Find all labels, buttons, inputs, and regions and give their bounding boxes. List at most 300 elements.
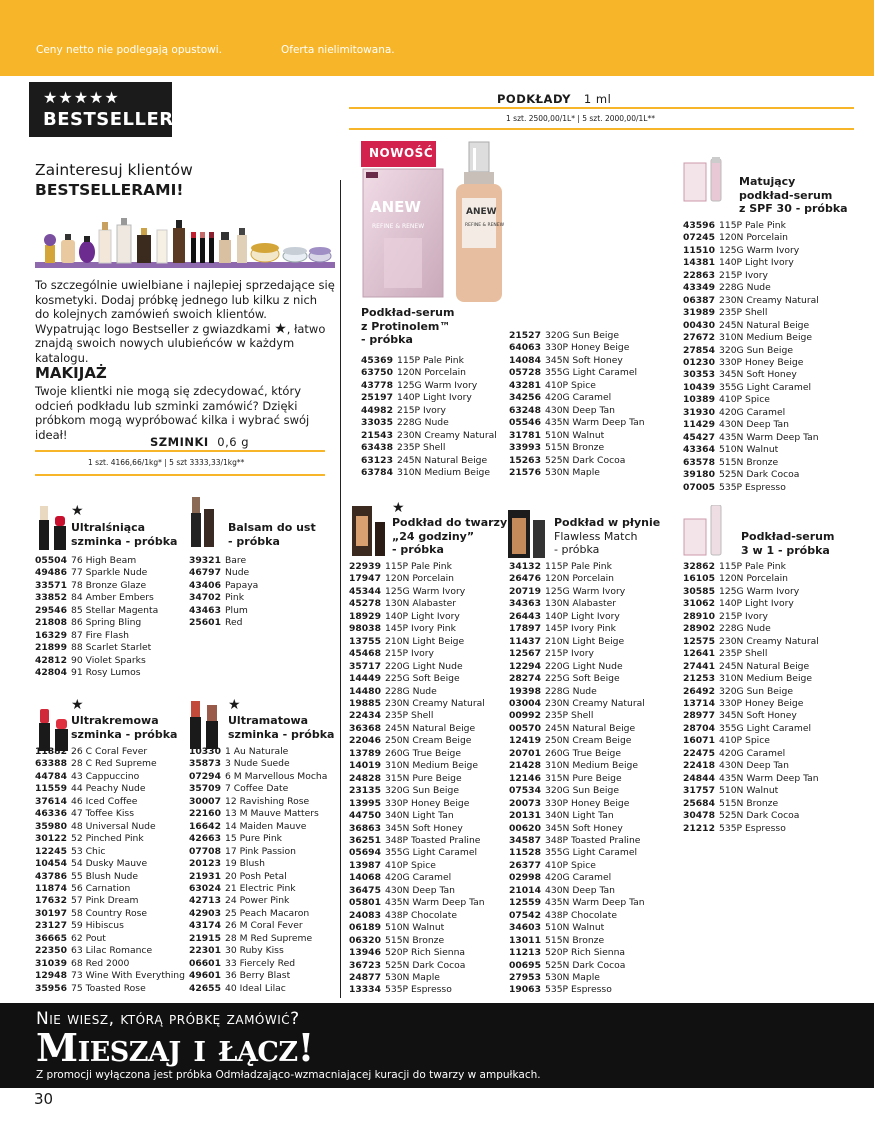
product-code: 12641 bbox=[683, 648, 715, 660]
product-code: 43786 bbox=[35, 870, 67, 882]
product-code: 35709 bbox=[189, 783, 221, 795]
product-code: 44982 bbox=[361, 404, 393, 416]
product-row bbox=[509, 442, 645, 454]
net-price-note: Ceny netto nie podlegają opustowi. bbox=[36, 44, 222, 56]
product-row bbox=[683, 698, 819, 710]
product-code: 44784 bbox=[35, 770, 67, 782]
product-code: 42812 bbox=[35, 654, 67, 666]
product-shade: 215P Ivory bbox=[397, 404, 446, 416]
product-code: 21899 bbox=[35, 642, 67, 654]
product-row bbox=[509, 586, 645, 598]
ultrakremowa-star-icon: ★ bbox=[71, 697, 84, 713]
product-shade: 47 Toffee Kiss bbox=[71, 808, 134, 820]
product-row bbox=[189, 796, 327, 808]
product-code: 14084 bbox=[509, 354, 541, 366]
product-code: 14068 bbox=[349, 872, 381, 884]
product-shade: 84 Amber Embers bbox=[71, 592, 154, 604]
product-code: 34363 bbox=[509, 598, 541, 610]
product-code: 13946 bbox=[349, 947, 381, 959]
product-row bbox=[509, 405, 645, 417]
ultralsniaca-title: Ultralśniąca szminka - próbka bbox=[71, 521, 178, 548]
product-row bbox=[683, 598, 819, 610]
product-row bbox=[509, 922, 645, 934]
product-row bbox=[189, 871, 327, 883]
product-shade: 330P Honey Beige bbox=[719, 356, 804, 368]
product-shade: 88 Scarlet Starlet bbox=[71, 642, 152, 654]
product-row bbox=[683, 773, 819, 785]
product-row bbox=[683, 407, 819, 419]
product-code: 33035 bbox=[361, 417, 393, 429]
product-code: 43778 bbox=[361, 379, 393, 391]
product-row bbox=[349, 735, 485, 747]
product-code: 05546 bbox=[509, 417, 541, 429]
product-code: 13011 bbox=[509, 934, 541, 946]
product-row bbox=[509, 467, 645, 479]
product-row bbox=[683, 611, 819, 623]
bestseller-badge bbox=[29, 82, 172, 137]
product-shade: 19 Blush bbox=[225, 858, 265, 870]
product-shade: 348P Toasted Praline bbox=[545, 834, 641, 846]
product-code: 21253 bbox=[683, 673, 715, 685]
product-shade: 125G Warm Ivory bbox=[545, 585, 626, 597]
product-row bbox=[683, 382, 819, 394]
product-shade: 220G Light Nude bbox=[545, 660, 623, 672]
lipstick-price: 1 szt. 4166,66/1kg* | 5 szt 3333,33/1kg** bbox=[88, 458, 245, 467]
product-shade: 510N Walnut bbox=[545, 429, 605, 441]
product-code: 46336 bbox=[35, 808, 67, 820]
product-code: 42903 bbox=[189, 907, 221, 919]
product-shade: 245N Natural Beige bbox=[719, 660, 810, 672]
product-code: 16642 bbox=[189, 820, 221, 832]
product-code: 12245 bbox=[35, 845, 67, 857]
product-row bbox=[35, 642, 158, 654]
product-row bbox=[683, 282, 819, 294]
product-row bbox=[349, 573, 485, 585]
product-code: 22160 bbox=[189, 808, 221, 820]
product-row bbox=[683, 432, 819, 444]
banner-question: Nie wiesz, którą próbkę zamówić? bbox=[36, 1009, 300, 1029]
foundation-section-title: PODKŁADY 1 ml bbox=[497, 92, 612, 106]
product-shade: 250N Cream Beige bbox=[545, 735, 632, 747]
product-row bbox=[349, 947, 485, 959]
product-code: 11213 bbox=[509, 947, 541, 959]
product-code: 39180 bbox=[683, 469, 715, 481]
product-code: 11559 bbox=[35, 783, 67, 795]
intro-paragraph: To szczególnie uwielbiane i najlepiej sprzedające się kosmetyki. Dodaj próbkę jednego lub kilku z nich do kolejnych zamówień swoich klientów. Wypatrując logo Bestseller z gwiazdkami ★, łatwo znajdą swoich nowych ulubieńców w każdym katalogu. bbox=[35, 278, 335, 365]
product-shade: 410P Spice bbox=[545, 859, 596, 871]
product-row bbox=[349, 885, 485, 897]
product-shade: 535P Espresso bbox=[719, 481, 786, 493]
product-shade: 430N Deep Tan bbox=[385, 884, 456, 896]
product-code: 45427 bbox=[683, 431, 715, 443]
product-code: 10454 bbox=[35, 858, 67, 870]
product-code: 21931 bbox=[189, 870, 221, 882]
product-shade: 320G Sun Beige bbox=[385, 785, 459, 797]
product-code: 17897 bbox=[509, 623, 541, 635]
product-code: 42655 bbox=[189, 982, 221, 994]
product-shade: Red bbox=[225, 617, 243, 629]
product-row bbox=[683, 823, 819, 835]
product-row bbox=[35, 567, 158, 579]
product-code: 01230 bbox=[683, 356, 715, 368]
product-shade: 235P Shell bbox=[719, 307, 768, 319]
product-shade: 510N Walnut bbox=[385, 922, 445, 934]
product-shade: 235P Shell bbox=[397, 442, 446, 454]
product-code: 14480 bbox=[349, 685, 381, 697]
product-shade: 53 Chic bbox=[71, 845, 106, 857]
product-code: 13714 bbox=[683, 697, 715, 709]
product-row bbox=[35, 920, 185, 932]
product-shade: 120N Porcelain bbox=[719, 573, 788, 585]
product-row bbox=[361, 355, 497, 367]
product-shade: 230N Creamy Natural bbox=[397, 429, 497, 441]
product-shade: 58 Country Rose bbox=[71, 907, 148, 919]
product-row bbox=[683, 320, 819, 332]
product-row bbox=[349, 710, 485, 722]
product-row bbox=[361, 405, 497, 417]
product-row bbox=[35, 983, 185, 995]
product-shade: 525N Dark Cocoa bbox=[719, 469, 800, 481]
product-code: 26377 bbox=[509, 859, 541, 871]
product-row bbox=[683, 748, 819, 760]
product-shade: 435N Warm Deep Tan bbox=[719, 431, 819, 443]
product-shade: 430N Deep Tan bbox=[719, 419, 790, 431]
product-shade: 345N Soft Honey bbox=[719, 369, 797, 381]
product-row bbox=[683, 332, 819, 344]
product-shade: 28 M Red Supreme bbox=[225, 932, 313, 944]
product-row bbox=[509, 860, 645, 872]
product-shade: 215P Ivory bbox=[719, 269, 768, 281]
product-shade: Bare bbox=[225, 555, 247, 566]
product-row bbox=[35, 933, 185, 945]
product-row bbox=[683, 561, 819, 573]
product-code: 11437 bbox=[509, 635, 541, 647]
product-row bbox=[35, 958, 185, 970]
product-shade: 210N Light Beige bbox=[545, 635, 625, 647]
product-code: 36368 bbox=[349, 722, 381, 734]
flawless-title: Podkład w płynie Flawless Match - próbka bbox=[554, 516, 661, 556]
product-row bbox=[35, 945, 185, 957]
product-row bbox=[349, 773, 485, 785]
product-row bbox=[683, 673, 819, 685]
product-code: 13987 bbox=[349, 859, 381, 871]
product-row bbox=[349, 922, 485, 934]
product-row bbox=[349, 897, 485, 909]
product-row bbox=[349, 872, 485, 884]
product-code: 36863 bbox=[349, 822, 381, 834]
product-row bbox=[35, 858, 185, 870]
product-row bbox=[509, 598, 645, 610]
product-shade: 17 Pink Passion bbox=[225, 845, 296, 857]
product-row bbox=[35, 883, 185, 895]
product-shade: 140P Light Ivory bbox=[397, 392, 472, 404]
product-shade: 7 Coffee Date bbox=[225, 783, 289, 795]
product-shade: 310N Medium Beige bbox=[719, 673, 812, 685]
product-shade: 320G Sun Beige bbox=[545, 330, 619, 341]
product-code: 63750 bbox=[361, 367, 393, 379]
product-code: 16105 bbox=[683, 573, 715, 585]
product-code: 06387 bbox=[683, 294, 715, 306]
product-code: 30353 bbox=[683, 369, 715, 381]
product-code: 28274 bbox=[509, 673, 541, 685]
product-code: 23135 bbox=[349, 785, 381, 797]
product-row bbox=[189, 920, 327, 932]
product-shade: Plum bbox=[225, 604, 248, 616]
product-code: 32862 bbox=[683, 561, 715, 572]
product-code: 42804 bbox=[35, 667, 67, 679]
product-shade: 535P Espresso bbox=[545, 984, 612, 996]
product-row bbox=[189, 983, 327, 995]
banner-headline: Mieszaj i łącz! bbox=[36, 1025, 314, 1070]
sachet-sub-text: REFINE & RENEW bbox=[372, 223, 425, 230]
product-code: 31039 bbox=[35, 957, 67, 969]
product-shade: 420G Caramel bbox=[545, 392, 612, 404]
product-code: 34256 bbox=[509, 392, 541, 404]
product-row bbox=[361, 367, 497, 379]
ultramatowa-title: Ultramatowa szminka - próbka bbox=[228, 714, 335, 741]
product-shade: 430N Deep Tan bbox=[545, 884, 616, 896]
product-code: 21212 bbox=[683, 822, 715, 834]
product-code: 26476 bbox=[509, 573, 541, 585]
product-row bbox=[349, 673, 485, 685]
product-shade: 130N Alabaster bbox=[385, 598, 457, 610]
product-shade: 15 Pure Pink bbox=[225, 833, 282, 845]
product-code: 34603 bbox=[509, 922, 541, 934]
product-shade: 320G Sun Beige bbox=[545, 785, 619, 797]
product-row bbox=[509, 798, 645, 810]
product-shade: 43 Cappuccino bbox=[71, 770, 140, 782]
product-shade: 245N Natural Beige bbox=[397, 454, 488, 466]
product-code: 18929 bbox=[349, 610, 381, 622]
product-row bbox=[509, 392, 645, 404]
product-row bbox=[35, 846, 185, 858]
product-code: 15263 bbox=[509, 454, 541, 466]
top-bar bbox=[0, 0, 874, 76]
product-code: 10439 bbox=[683, 381, 715, 393]
product-code: 11429 bbox=[683, 419, 715, 431]
product-row bbox=[509, 984, 645, 996]
product-row bbox=[509, 823, 645, 835]
product-row bbox=[349, 636, 485, 648]
product-code: 25197 bbox=[361, 392, 393, 404]
product-code: 34587 bbox=[509, 834, 541, 846]
product-shade: 410P Spice bbox=[545, 379, 596, 391]
product-row bbox=[189, 895, 327, 907]
product-row bbox=[189, 821, 327, 833]
product-row bbox=[683, 232, 819, 244]
product-row bbox=[509, 686, 645, 698]
product-code: 43463 bbox=[189, 604, 221, 616]
product-shade: Pink bbox=[225, 592, 245, 604]
product-row bbox=[349, 798, 485, 810]
product-row bbox=[509, 417, 645, 429]
product-code: 05801 bbox=[349, 897, 381, 909]
product-code: 11510 bbox=[683, 244, 715, 256]
ultralsniaca-lipstick-image bbox=[37, 492, 69, 552]
unlimited-offer-note: Oferta nielimitowana. bbox=[281, 44, 395, 56]
product-code: 45344 bbox=[349, 585, 381, 597]
product-shade: 320G Sun Beige bbox=[719, 344, 793, 356]
product-code: 13995 bbox=[349, 797, 381, 809]
product-row bbox=[35, 833, 185, 845]
product-row bbox=[361, 467, 497, 479]
product-shade: 330P Honey Beige bbox=[545, 342, 630, 354]
product-row bbox=[349, 823, 485, 835]
product-row bbox=[683, 419, 819, 431]
product-shade: 73 Wine With Everything bbox=[71, 970, 185, 982]
product-row bbox=[683, 735, 819, 747]
product-row bbox=[683, 785, 819, 797]
product-shade: 315N Pure Beige bbox=[385, 772, 462, 784]
product-row bbox=[35, 667, 158, 679]
product-shade: 515N Bronze bbox=[545, 442, 605, 454]
product-code: 30585 bbox=[683, 585, 715, 597]
product-row bbox=[35, 808, 185, 820]
foundation-divider bbox=[349, 107, 854, 109]
product-row bbox=[509, 760, 645, 772]
product-shade: 59 Hibiscus bbox=[71, 920, 124, 932]
product-shade: 315N Pure Beige bbox=[545, 772, 622, 784]
product-shade: 228G Nude bbox=[545, 685, 597, 697]
product-shade: 435N Warm Deep Tan bbox=[545, 897, 645, 909]
product-shade: 62 Pout bbox=[71, 932, 106, 944]
product-code: 64063 bbox=[509, 342, 541, 354]
product-shade: 36 Berry Blast bbox=[225, 970, 291, 982]
product-row bbox=[683, 760, 819, 772]
product-shade: 345N Soft Honey bbox=[719, 710, 797, 722]
product-code: 12948 bbox=[35, 970, 67, 982]
product-shade: 91 Rosy Lumos bbox=[71, 667, 141, 679]
product-shade: 220G Light Nude bbox=[385, 660, 463, 672]
product-code: 13789 bbox=[349, 747, 381, 759]
product-row bbox=[509, 355, 645, 367]
product-shade: 420G Caramel bbox=[385, 872, 452, 884]
foundation-divider-2 bbox=[349, 128, 854, 130]
product-shade: 125G Warm Ivory bbox=[719, 585, 800, 597]
product-code: 34702 bbox=[189, 592, 221, 604]
product-row bbox=[35, 758, 185, 770]
product-code: 22301 bbox=[189, 945, 221, 957]
product-shade: 245N Natural Beige bbox=[545, 722, 636, 734]
lipstick-divider bbox=[35, 450, 325, 452]
ultrakremowa-lipstick-image bbox=[37, 693, 71, 753]
product-code: 26492 bbox=[683, 685, 715, 697]
product-row bbox=[509, 835, 645, 847]
product-row bbox=[509, 710, 645, 722]
product-code: 22939 bbox=[349, 561, 381, 572]
product-shade: 310N Medium Beige bbox=[545, 760, 638, 772]
product-row bbox=[509, 611, 645, 623]
product-shade: 26 M Coral Fever bbox=[225, 920, 303, 932]
product-code: 10389 bbox=[683, 394, 715, 406]
product-shade: 310N Medium Beige bbox=[397, 467, 490, 479]
product-code: 00695 bbox=[509, 959, 541, 971]
product-row bbox=[349, 648, 485, 660]
product-code: 36475 bbox=[349, 884, 381, 896]
product-code: 24828 bbox=[349, 772, 381, 784]
product-code: 20073 bbox=[509, 797, 541, 809]
product-shade: 235P Shell bbox=[719, 648, 768, 660]
product-code: 24844 bbox=[683, 772, 715, 784]
product-shade: 115P Pale Pink bbox=[397, 355, 464, 366]
product-code: 22475 bbox=[683, 747, 715, 759]
product-shade: 515N Bronze bbox=[719, 456, 779, 468]
product-row bbox=[683, 357, 819, 369]
serum3w1-title: Podkład-serum 3 w 1 - próbka bbox=[741, 530, 835, 557]
product-code: 12575 bbox=[683, 635, 715, 647]
product-row bbox=[683, 369, 819, 381]
bestseller-label: BESTSELLER bbox=[43, 109, 174, 130]
product-code: 31757 bbox=[683, 785, 715, 797]
product-code: 63578 bbox=[683, 456, 715, 468]
product-shade: 46 Iced Coffee bbox=[71, 795, 138, 807]
product-shade: 228G Nude bbox=[385, 685, 437, 697]
product-shade: 115P Pale Pink bbox=[719, 220, 786, 231]
product-shade: 120N Porcelain bbox=[397, 367, 466, 379]
product-code: 00570 bbox=[509, 722, 541, 734]
product-shade: 355G Light Caramel bbox=[545, 367, 638, 379]
product-row bbox=[349, 611, 485, 623]
product-code: 20719 bbox=[509, 585, 541, 597]
product-code: 12567 bbox=[509, 648, 541, 660]
product-row bbox=[683, 573, 819, 585]
product-shade: 530N Maple bbox=[385, 971, 440, 983]
product-code: 30478 bbox=[683, 810, 715, 822]
product-shade: 235P Shell bbox=[545, 710, 594, 722]
balsam-list bbox=[189, 555, 258, 630]
product-shade: 52 Pinched Pink bbox=[71, 833, 144, 845]
bottle-brand-text: ANEW bbox=[466, 207, 497, 217]
product-shade: 3 Nude Suede bbox=[225, 758, 290, 770]
product-row bbox=[189, 846, 327, 858]
product-row bbox=[189, 783, 327, 795]
product-code: 10330 bbox=[189, 746, 221, 757]
flawless-image bbox=[507, 506, 547, 560]
product-shade: 430N Deep Tan bbox=[719, 760, 790, 772]
product-shade: 535P Espresso bbox=[719, 822, 786, 834]
product-shade: 235P Shell bbox=[385, 710, 434, 722]
product-row bbox=[509, 673, 645, 685]
ultramatowa-lipstick-image bbox=[188, 687, 222, 751]
product-code: 07542 bbox=[509, 909, 541, 921]
product-code: 14381 bbox=[683, 257, 715, 269]
product-code: 33993 bbox=[509, 442, 541, 454]
product-row bbox=[349, 760, 485, 772]
product-code: 19885 bbox=[349, 697, 381, 709]
product-shade: 140P Light Ivory bbox=[545, 610, 620, 622]
product-row bbox=[683, 586, 819, 598]
product-code: 22863 bbox=[683, 269, 715, 281]
product-shade: 330P Honey Beige bbox=[545, 797, 630, 809]
product-shade: 90 Violet Sparks bbox=[71, 654, 146, 666]
product-row bbox=[35, 908, 185, 920]
product-shade: 355G Light Caramel bbox=[385, 847, 478, 859]
product-row bbox=[509, 661, 645, 673]
product-code: 00620 bbox=[509, 822, 541, 834]
product-code: 27953 bbox=[509, 971, 541, 983]
product-shade: 435N Warm Deep Tan bbox=[545, 417, 645, 429]
product-code: 17947 bbox=[349, 573, 381, 585]
product-row bbox=[509, 748, 645, 760]
product-shade: 86 Spring Bling bbox=[71, 617, 142, 629]
product-shade: 420G Caramel bbox=[719, 747, 786, 759]
balsam-title: Balsam do ust - próbka bbox=[228, 521, 316, 548]
product-row bbox=[509, 897, 645, 909]
product-shade: 120N Porcelain bbox=[545, 573, 614, 585]
product-code: 07245 bbox=[683, 232, 715, 244]
product-row bbox=[349, 960, 485, 972]
product-code: 11874 bbox=[35, 882, 67, 894]
